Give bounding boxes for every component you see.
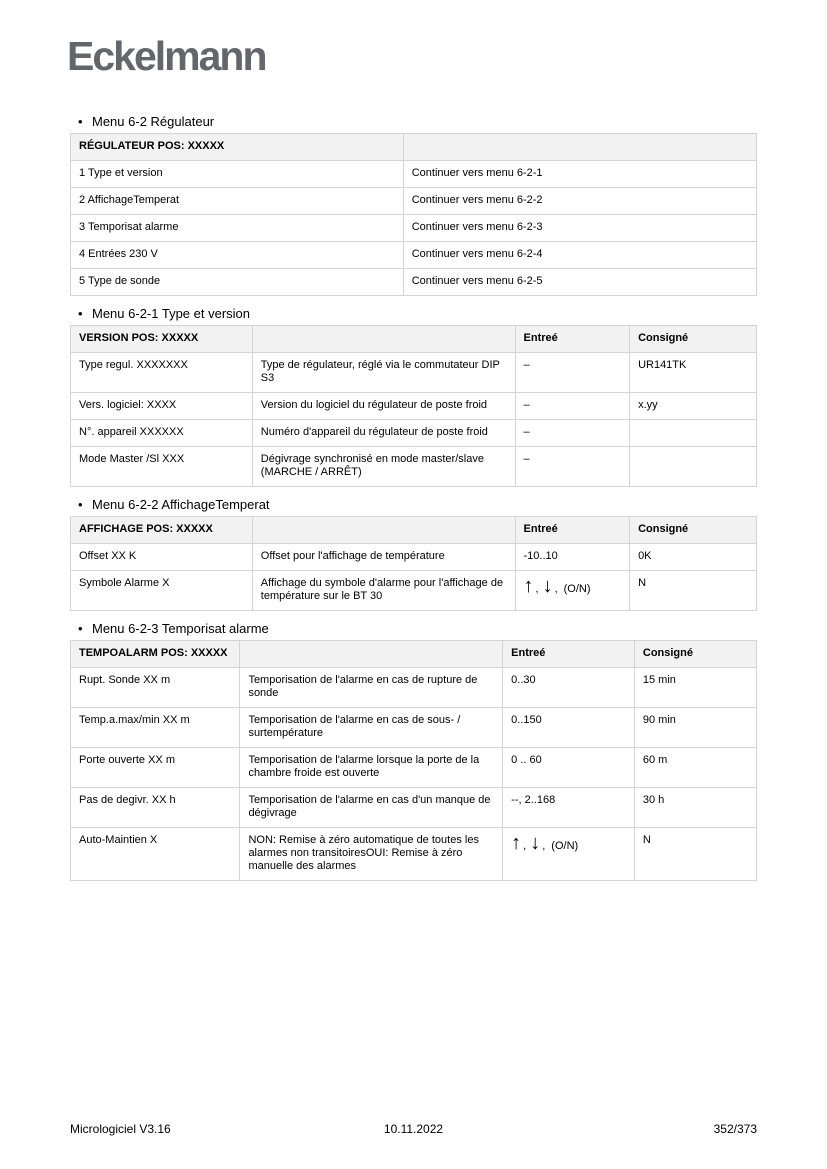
table-row bbox=[71, 571, 757, 611]
section-title bbox=[70, 621, 757, 636]
footer-firmware-version: Micrologiciel V3.16 bbox=[70, 1122, 171, 1136]
column-header: Entreé bbox=[515, 326, 630, 353]
column-header: Entreé bbox=[515, 517, 630, 544]
table-cell: Temporisation de l'alarme en cas de rupture de sonde bbox=[240, 668, 503, 708]
table-cell: Temporisation de l'alarme lorsque la porte de la chambre froide est ouverte bbox=[240, 748, 503, 788]
table-cell: Continuer vers menu 6-2-5 bbox=[403, 269, 756, 296]
page-footer bbox=[70, 1122, 757, 1136]
table-cell: 0..30 bbox=[503, 668, 635, 708]
table-cell: Dégivrage synchronisé en mode master/slave (MARCHE / ARRÊT) bbox=[252, 447, 515, 487]
section-title bbox=[70, 306, 757, 321]
table-cell: Affichage du symbole d'alarme pour l'affichage de température sur le BT 30 bbox=[252, 571, 515, 611]
table-row bbox=[71, 393, 757, 420]
table-row bbox=[71, 188, 757, 215]
table-row bbox=[71, 708, 757, 748]
table-cell: UR141TK bbox=[630, 353, 757, 393]
table-cell bbox=[515, 571, 630, 611]
table-cell: Type de régulateur, réglé via le commutateur DIP S3 bbox=[252, 353, 515, 393]
separator: , bbox=[542, 840, 546, 852]
table-cell: 0 .. 60 bbox=[503, 748, 635, 788]
arrow-options-label: (O/N) bbox=[563, 583, 591, 595]
table-cell: Auto-Maintien X bbox=[71, 828, 240, 881]
bullet-icon: • bbox=[78, 114, 83, 129]
table-cell: --, 2..168 bbox=[503, 788, 635, 828]
up-arrow-icon: ↑ bbox=[511, 832, 522, 854]
page-content bbox=[70, 114, 757, 891]
table-row bbox=[71, 161, 757, 188]
column-header: TEMPOALARM POS: XXXXX bbox=[71, 641, 240, 668]
column-header: Entreé bbox=[503, 641, 635, 668]
down-arrow-icon: ↓ bbox=[530, 832, 541, 854]
table-cell: – bbox=[515, 447, 630, 487]
separator: , bbox=[523, 840, 527, 852]
section-title-text: Menu 6-2 Régulateur bbox=[92, 114, 215, 129]
table-row bbox=[71, 447, 757, 487]
table-cell: x.yy bbox=[630, 393, 757, 420]
table-row bbox=[71, 242, 757, 269]
table-cell: 3 Temporisat alarme bbox=[71, 215, 404, 242]
bullet-icon: • bbox=[78, 621, 83, 636]
table-header-row bbox=[71, 517, 757, 544]
section-title bbox=[70, 497, 757, 512]
menu-6-2-1-table bbox=[70, 325, 757, 487]
table-cell: Temporisation de l'alarme en cas de sous- / surtempérature bbox=[240, 708, 503, 748]
table-row bbox=[71, 420, 757, 447]
menu-6-2-table bbox=[70, 133, 757, 296]
table-cell: – bbox=[515, 393, 630, 420]
section-title-text: Menu 6-2-3 Temporisat alarme bbox=[92, 621, 269, 636]
up-down-arrows bbox=[511, 834, 578, 853]
table-cell: – bbox=[515, 420, 630, 447]
table-cell: Vers. logiciel: XXXX bbox=[71, 393, 253, 420]
table-cell: Rupt. Sonde XX m bbox=[71, 668, 240, 708]
table-cell: Offset pour l'affichage de température bbox=[252, 544, 515, 571]
table-cell: Pas de degivr. XX h bbox=[71, 788, 240, 828]
table-cell: Type regul. XXXXXXX bbox=[71, 353, 253, 393]
table-row bbox=[71, 828, 757, 881]
table-cell: Mode Master /Sl XXX bbox=[71, 447, 253, 487]
table-row bbox=[71, 353, 757, 393]
table-cell: N bbox=[634, 828, 756, 881]
table-row bbox=[71, 544, 757, 571]
table-cell: Continuer vers menu 6-2-1 bbox=[403, 161, 756, 188]
separator: , bbox=[535, 583, 539, 595]
up-down-arrows bbox=[524, 577, 591, 596]
column-header bbox=[252, 326, 515, 353]
column-header: Consigné bbox=[634, 641, 756, 668]
section-title-text: Menu 6-2-1 Type et version bbox=[92, 306, 251, 321]
column-header: VERSION POS: XXXXX bbox=[71, 326, 253, 353]
table-row bbox=[71, 215, 757, 242]
section-title-text: Menu 6-2-2 AffichageTemperat bbox=[92, 497, 270, 512]
table-cell: 1 Type et version bbox=[71, 161, 404, 188]
menu-6-2-3-table bbox=[70, 640, 757, 881]
table-cell: 5 Type de sonde bbox=[71, 269, 404, 296]
footer-page-number: 352/373 bbox=[713, 1122, 757, 1136]
table-cell: Porte ouverte XX m bbox=[71, 748, 240, 788]
up-arrow-icon: ↑ bbox=[523, 575, 534, 597]
menu-6-2-2-table bbox=[70, 516, 757, 611]
table-cell bbox=[630, 420, 757, 447]
bullet-icon: • bbox=[78, 306, 83, 321]
column-header: AFFICHAGE POS: XXXXX bbox=[71, 517, 253, 544]
table-cell: Temporisation de l'alarme en cas d'un manque de dégivrage bbox=[240, 788, 503, 828]
table-row bbox=[71, 269, 757, 296]
footer-date: 10.11.2022 bbox=[383, 1122, 444, 1136]
table-header-row bbox=[71, 641, 757, 668]
table-cell bbox=[503, 828, 635, 881]
down-arrow-icon: ↓ bbox=[542, 575, 553, 597]
table-cell: 15 min bbox=[634, 668, 756, 708]
column-header bbox=[252, 517, 515, 544]
table-row bbox=[71, 788, 757, 828]
table-cell: Continuer vers menu 6-2-3 bbox=[403, 215, 756, 242]
section-menu-6-2-3 bbox=[70, 621, 757, 881]
table-row bbox=[71, 748, 757, 788]
table-row bbox=[71, 668, 757, 708]
table-cell: -10..10 bbox=[515, 544, 630, 571]
table-cell: 0K bbox=[630, 544, 757, 571]
table-cell: 2 AffichageTemperat bbox=[71, 188, 404, 215]
table-header-row bbox=[71, 326, 757, 353]
separator: , bbox=[554, 583, 558, 595]
arrow-options-label: (O/N) bbox=[551, 840, 579, 852]
bullet-icon: • bbox=[78, 497, 83, 512]
table-cell: Continuer vers menu 6-2-4 bbox=[403, 242, 756, 269]
table-cell: 0..150 bbox=[503, 708, 635, 748]
column-header: Consigné bbox=[630, 326, 757, 353]
table-cell: Offset XX K bbox=[71, 544, 253, 571]
table-cell: 30 h bbox=[634, 788, 756, 828]
column-header bbox=[240, 641, 503, 668]
column-header bbox=[403, 134, 756, 161]
table-cell: Continuer vers menu 6-2-2 bbox=[403, 188, 756, 215]
table-header-row bbox=[71, 134, 757, 161]
table-cell: – bbox=[515, 353, 630, 393]
column-header: RÉGULATEUR POS: XXXXX bbox=[71, 134, 404, 161]
table-cell: 60 m bbox=[634, 748, 756, 788]
table-cell: NON: Remise à zéro automatique de toutes les alarmes non transitoiresOUI: Remise à zéro manuelle des alarmes bbox=[240, 828, 503, 881]
section-menu-6-2-2 bbox=[70, 497, 757, 611]
section-menu-6-2-1 bbox=[70, 306, 757, 487]
table-cell: N bbox=[630, 571, 757, 611]
column-header: Consigné bbox=[630, 517, 757, 544]
table-cell: 4 Entrées 230 V bbox=[71, 242, 404, 269]
section-menu-6-2 bbox=[70, 114, 757, 296]
table-cell: Version du logiciel du régulateur de poste froid bbox=[252, 393, 515, 420]
table-cell: N°. appareil XXXXXX bbox=[71, 420, 253, 447]
eckelmann-logo: Eckelmann bbox=[67, 33, 266, 79]
table-cell: Numéro d'appareil du régulateur de poste froid bbox=[252, 420, 515, 447]
section-title bbox=[70, 114, 757, 129]
table-cell: 90 min bbox=[634, 708, 756, 748]
table-cell: Temp.a.max/min XX m bbox=[71, 708, 240, 748]
table-cell: Symbole Alarme X bbox=[71, 571, 253, 611]
table-cell bbox=[630, 447, 757, 487]
